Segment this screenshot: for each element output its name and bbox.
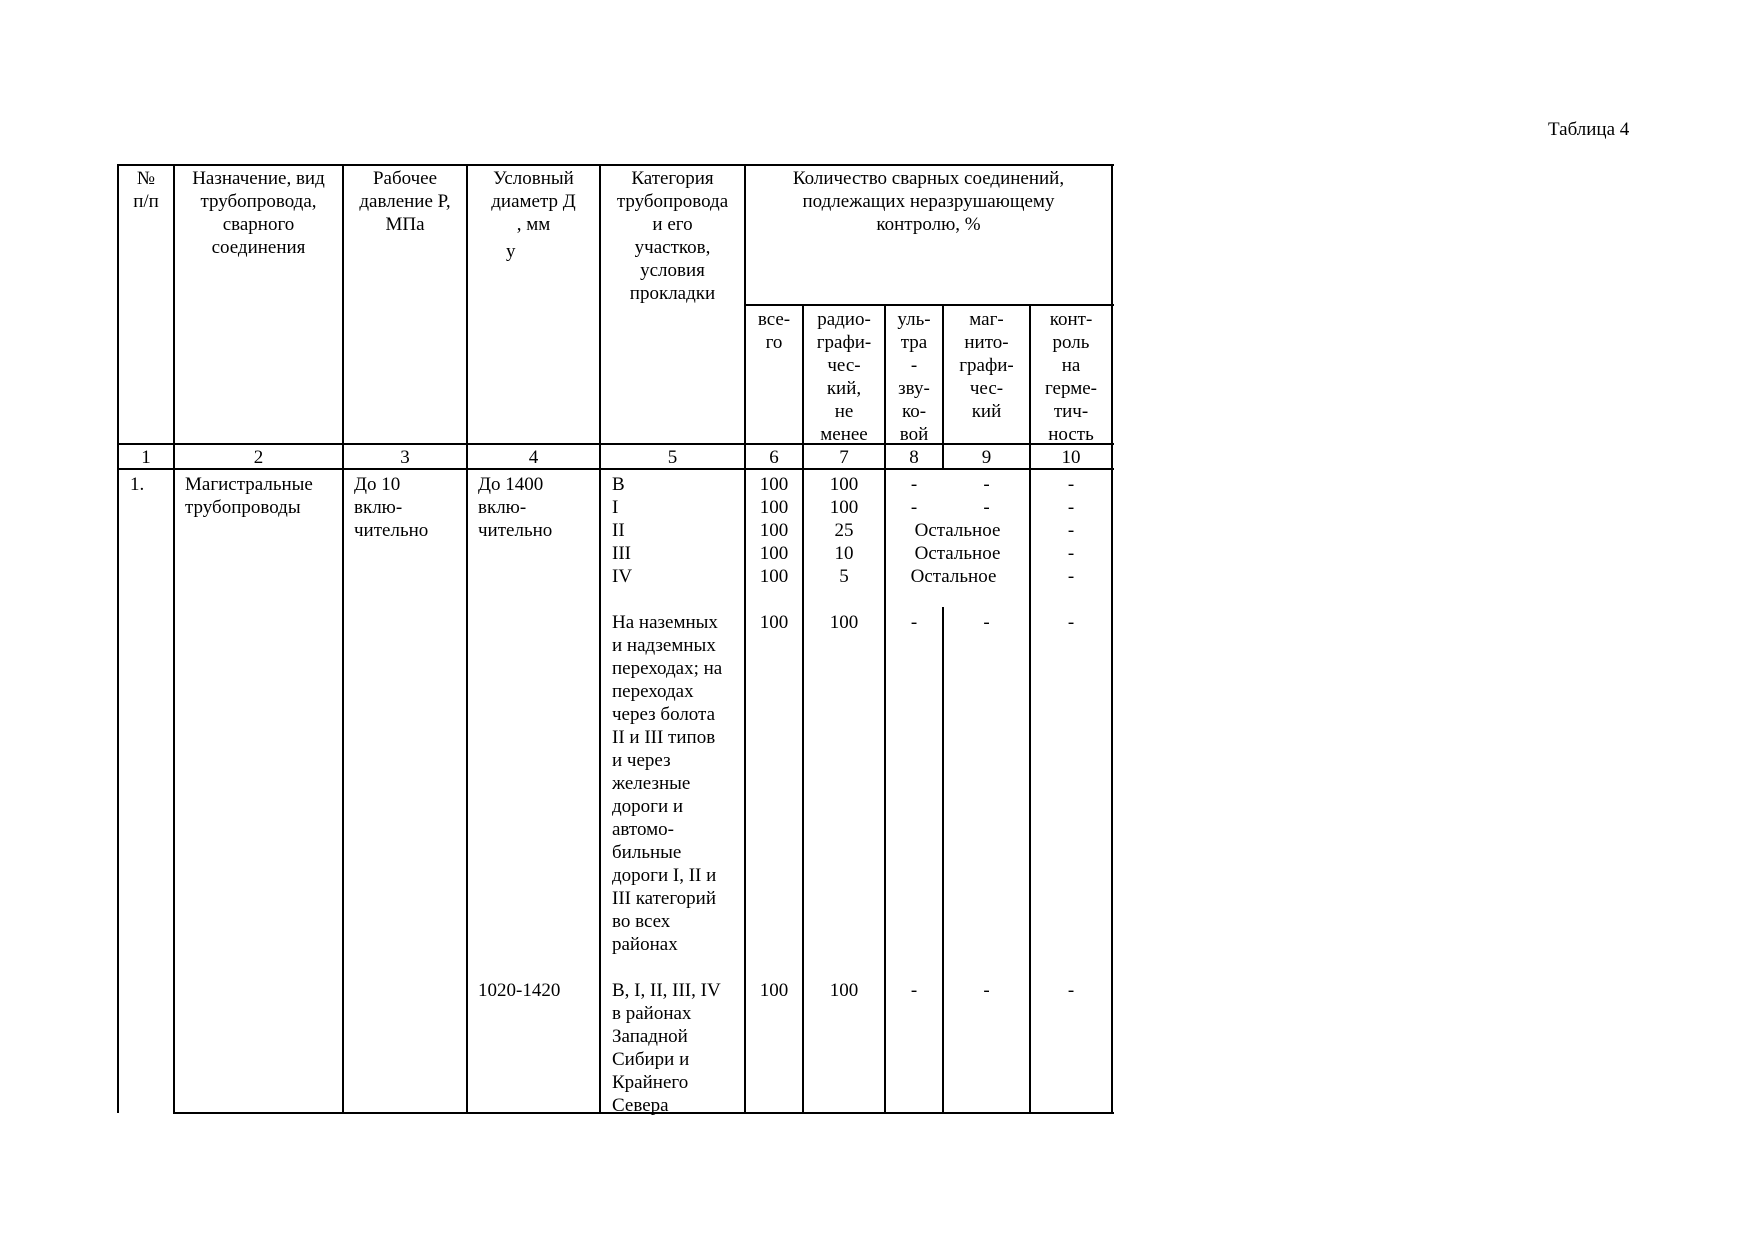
- row2-ultrasonic: -: [910, 612, 918, 633]
- row1-ultrasonic-a: -: [910, 474, 918, 495]
- row3-category: В, I, II, III, IV в районах Западной Сибири и Крайнего Севера: [612, 980, 721, 1116]
- header-ultrasonic: уль- тра - зву- ко- вой: [897, 309, 931, 445]
- row1-all: 100 100 100 100 100: [759, 474, 789, 587]
- row1-magnetographic-a: -: [983, 474, 990, 495]
- col-number-8: 8: [909, 447, 919, 468]
- row1-hermetic: - - - - -: [1067, 474, 1075, 587]
- table-caption: Таблица 4: [1548, 119, 1630, 140]
- row2-radiographic: 100: [829, 612, 859, 633]
- col-line-4: [599, 164, 601, 1113]
- row1-categories: В I II III IV: [612, 474, 633, 587]
- col-line-0: [117, 164, 119, 1113]
- table-border-top: [117, 164, 1114, 166]
- row1-pressure: До 10 вклю- чительно: [354, 474, 429, 541]
- header-magnetographic: маг- нито- графи- чес- кий: [959, 309, 1014, 422]
- header-diameter: Условный диаметр Д , мм: [491, 168, 576, 235]
- header-category: Категория трубопровода и его участков, условия прокладки: [616, 168, 729, 304]
- col-line-1: [173, 164, 175, 1113]
- header-group-title: Количество сварных соединений, подлежащих неразрушающему контролю, %: [792, 168, 1065, 235]
- col-number-3: 3: [400, 447, 410, 468]
- col-number-10: 10: [1061, 447, 1081, 468]
- col-number-1: 1: [141, 447, 151, 468]
- row1-rest-1: Остальное: [914, 520, 1001, 541]
- row1-magnetographic-b: -: [983, 497, 990, 518]
- row3-radiographic: 100: [829, 980, 859, 1001]
- header-all: все- го: [757, 309, 791, 353]
- header-purpose: Назначение, вид трубопровода, сварного соединения: [192, 168, 325, 258]
- header-number: № п/п: [133, 168, 159, 212]
- col-number-4: 4: [528, 447, 539, 468]
- row3-ultrasonic: -: [910, 980, 918, 1001]
- col-line-2: [342, 164, 344, 1113]
- row1-diameter: До 1400 вклю- чительно: [478, 474, 553, 541]
- row1-radiographic: 100 100 25 10 5: [829, 474, 859, 587]
- row1-ultrasonic-b: -: [910, 497, 918, 518]
- row3-diameter: 1020-1420: [478, 980, 561, 1001]
- col-line-5: [744, 164, 746, 1113]
- header-hermetic: конт- роль на герме- тич- ность: [1045, 309, 1097, 445]
- row2-magnetographic: -: [983, 612, 990, 633]
- col-line-8b: [942, 607, 944, 1113]
- row1-rest-3: Остальное: [910, 566, 997, 587]
- col-number-5: 5: [667, 447, 678, 468]
- row2-all: 100: [759, 612, 789, 633]
- col-line-10: [1111, 164, 1113, 1113]
- col-number-7: 7: [839, 447, 849, 468]
- row2-hermetic: -: [1067, 612, 1075, 633]
- row2-category: На наземных и надземных переходах; на переходах через болота II и III типов и через железные дороги и автомо- бильные дороги I, II и III категорий во всех районах: [612, 612, 723, 955]
- row1-purpose: Магистральные трубопроводы: [185, 474, 313, 518]
- header-pressure: Рабочее давление Р, МПа: [359, 168, 451, 235]
- header-bottom-line: [117, 443, 1114, 445]
- header-diameter-subscript: у: [506, 241, 516, 262]
- row3-hermetic: -: [1067, 980, 1075, 1001]
- col-number-9: 9: [981, 447, 992, 468]
- row1-number: 1.: [130, 474, 145, 495]
- col-line-3: [466, 164, 468, 1113]
- col-number-2: 2: [253, 447, 264, 468]
- col-number-6: 6: [769, 447, 779, 468]
- row3-magnetographic: -: [983, 980, 990, 1001]
- row3-all: 100: [759, 980, 789, 1001]
- header-subline: [745, 304, 1114, 306]
- row1-rest-2: Остальное: [914, 543, 1001, 564]
- header-radiographic: радио- графи- чес- кий, не менее: [816, 309, 872, 445]
